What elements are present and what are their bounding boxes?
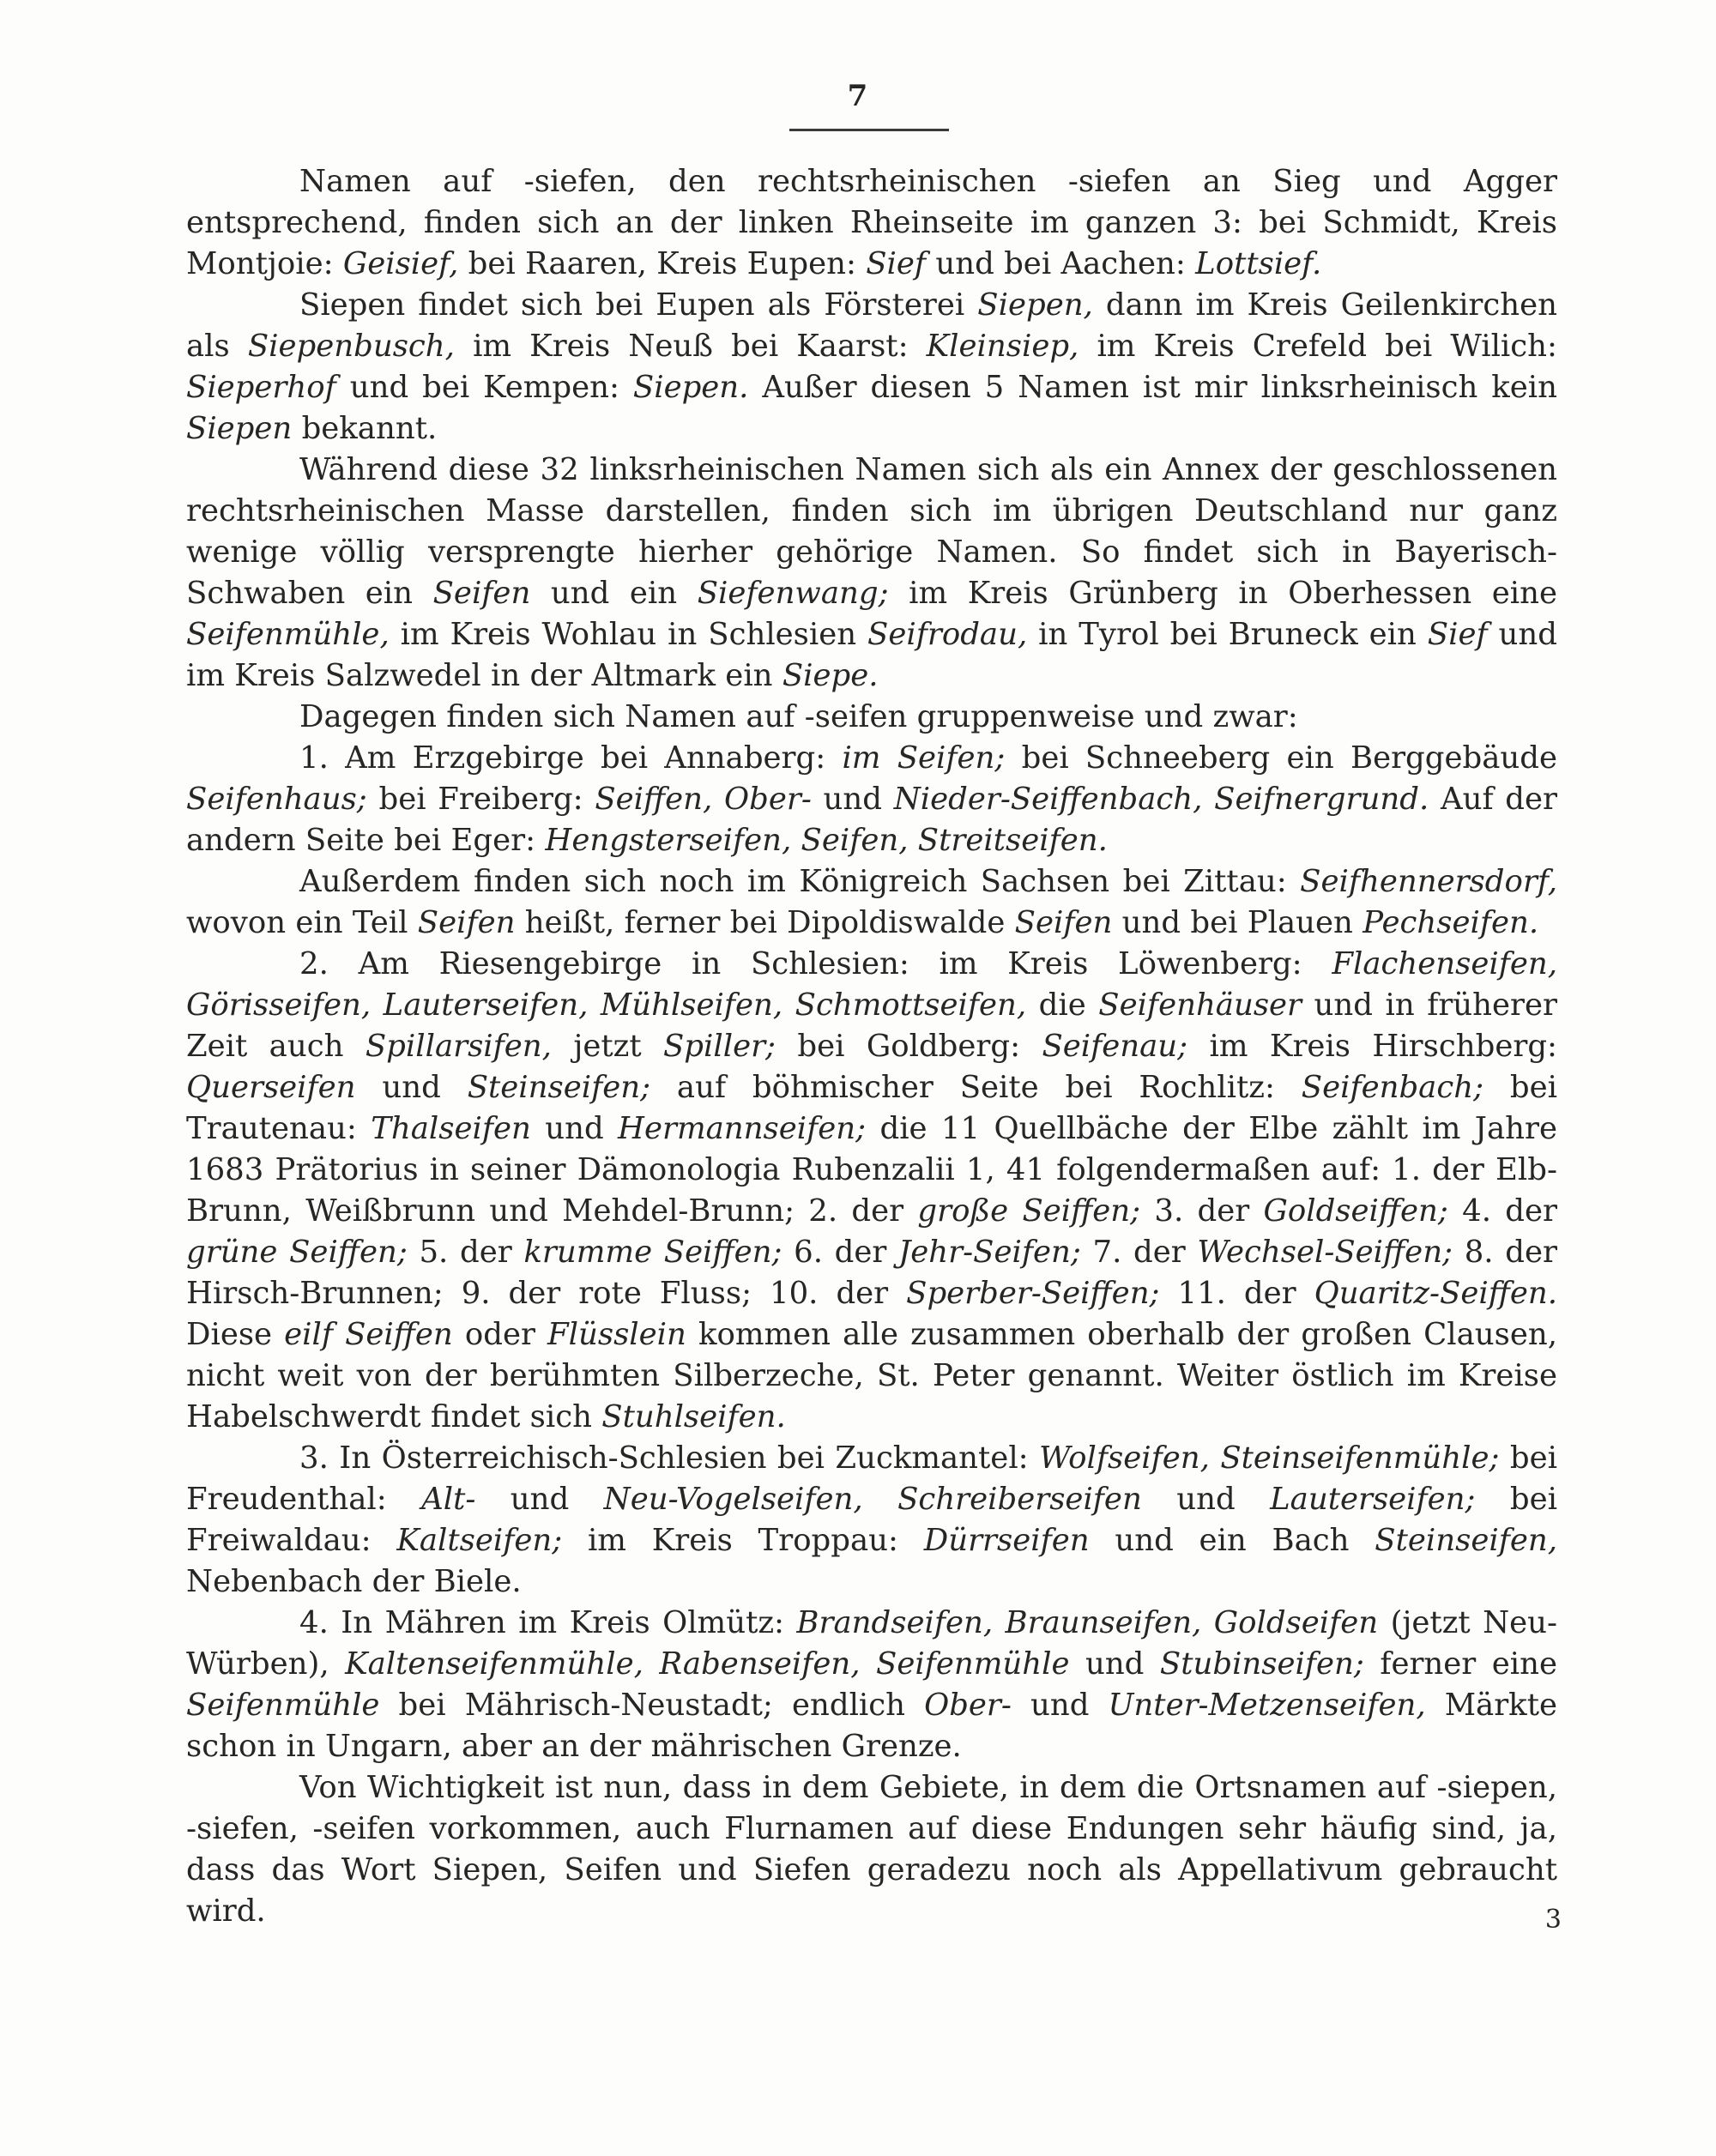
place-name: Kaltenseifenmühle, Rabenseifen, Seifenmühle <box>345 1646 1070 1682</box>
place-name: Spillarsifen, <box>365 1029 552 1064</box>
text-run: und <box>811 782 894 817</box>
text-run: und <box>1069 1646 1160 1682</box>
text-run: Nebenbach der Biele. <box>186 1564 522 1599</box>
text-run: in Tyrol bei Bruneck ein <box>1027 617 1428 652</box>
text-run: und bei Plauen <box>1112 905 1363 940</box>
place-name: Seifenbach; <box>1301 1070 1484 1105</box>
place-name: Siepenbusch, <box>247 329 455 364</box>
place-name: Seifrodau, <box>867 617 1028 652</box>
text-run: und <box>1141 1482 1271 1517</box>
place-name: Seifenhaus; <box>186 782 367 817</box>
text-run: bei Raaren, Kreis Eupen: <box>458 246 867 281</box>
place-name: Hermannseifen; <box>618 1111 867 1146</box>
place-name: Nieder-Seiffenbach, Seifnergrund. <box>893 782 1429 817</box>
text-run: und bei Aachen: <box>926 246 1196 281</box>
text-run: 7. der <box>1080 1235 1198 1270</box>
place-name: Sief <box>866 246 927 281</box>
paragraph <box>186 450 1557 697</box>
place-name: Siepe. <box>782 658 879 693</box>
text-run: bei Freiwaldau: <box>186 1482 1557 1558</box>
place-name: Thalseifen <box>371 1111 531 1146</box>
place-name: Seiffen, Ober- <box>595 782 812 817</box>
place-name: Seifen <box>432 576 531 611</box>
text-run: 8. der Hirsch-Brunnen; 9. der rote Fluss; 10. der <box>186 1235 1557 1311</box>
text-run: die <box>1026 987 1099 1023</box>
text-run: 4. der <box>1447 1193 1557 1229</box>
text-run: Während diese 32 linksrheinischen Namen sich als ein Annex der geschlossenen rechtsrheinischen Masse darstellen, finden sich im übrigen Deutschland nur ganz wenige völlig versprengte hierher gehörige Namen. So findet sich in Bayerisch-Schwaben ein <box>186 452 1557 611</box>
place-name: Spiller; <box>662 1029 776 1064</box>
place-name: Geisief, <box>342 246 459 281</box>
place-name: Seifhennersdorf, <box>1300 864 1557 899</box>
text-run: im Kreis Wohlau in Schlesien <box>389 617 868 652</box>
text-run: und <box>530 1111 619 1146</box>
paragraph <box>186 1767 1557 1932</box>
place-name: Dürrseifen <box>923 1523 1090 1558</box>
place-name: Goldseiffen; <box>1263 1193 1448 1229</box>
text-run: im Kreis Neuß bei Kaarst: <box>454 329 927 364</box>
header-rule <box>789 129 949 131</box>
text-run: und im Kreis Salzwedel in der Altmark ein <box>186 617 1557 693</box>
text-run: Siepen findet sich bei Eupen als Försterei <box>299 287 978 323</box>
body-text <box>186 161 1557 1932</box>
text-run: oder <box>452 1317 548 1352</box>
text-run: heißt, ferner bei Dipoldiswalde <box>515 905 1015 940</box>
place-name: große Seiffen; <box>917 1193 1141 1229</box>
place-name: Steinseifen; <box>467 1070 651 1105</box>
text-run: im Kreis Grünberg in Oberhessen eine <box>888 576 1558 611</box>
text-run: und <box>1011 1688 1109 1723</box>
paragraph <box>186 861 1557 944</box>
paragraph <box>186 697 1557 738</box>
text-run: und <box>475 1482 604 1517</box>
place-name: Quaritz-Seiffen. <box>1314 1276 1558 1311</box>
place-name: Unter-Metzenseifen, <box>1108 1688 1426 1723</box>
place-name: Steinseifen, <box>1375 1523 1557 1558</box>
text-run: 3. In Österreichisch-Schlesien bei Zuckmantel: <box>299 1440 1040 1476</box>
place-name: Neu-Vogelseifen, Schreiberseifen <box>603 1482 1142 1517</box>
place-name: Querseifen <box>186 1070 356 1105</box>
place-name: Lauterseifen; <box>1270 1482 1476 1517</box>
place-name: Seifenhäuser <box>1098 987 1302 1023</box>
text-run: im Kreis Hirschberg: <box>1187 1029 1558 1064</box>
text-run: Außerdem finden sich noch im Königreich Sachsen bei Zittau: <box>299 864 1301 899</box>
paragraph <box>186 738 1557 861</box>
text-run: 2. Am Riesengebirge in Schlesien: im Kreis Löwenberg: <box>299 946 1332 981</box>
place-name: krumme Seiffen; <box>523 1235 782 1270</box>
place-name: Pechseifen. <box>1363 905 1539 940</box>
text-run: bei Goldberg: <box>776 1029 1042 1064</box>
text-run: und bei Kempen: <box>335 370 633 405</box>
place-name: Sieperhof <box>186 370 336 405</box>
place-name: Alt- <box>421 1482 476 1517</box>
text-run: bei Freudenthal: <box>186 1440 1557 1517</box>
place-name: Lottsief. <box>1195 246 1322 281</box>
text-run: bei Freiberg: <box>366 782 595 817</box>
text-run: jetzt <box>551 1029 663 1064</box>
text-run: Auf der andern Seite bei Eger: <box>186 782 1557 858</box>
page-number: 7 <box>847 79 869 113</box>
text-run: und in früherer Zeit auch <box>186 987 1557 1064</box>
place-name: grüne Seiffen; <box>186 1235 408 1270</box>
text-run: Außer diesen 5 Namen ist mir linksrheinisch kein <box>748 370 1557 405</box>
text-run: bekannt. <box>292 411 438 446</box>
place-name: Siepen. <box>632 370 749 405</box>
text-run: (jetzt Neu-Würben), <box>186 1605 1557 1682</box>
place-name: Siefenwang; <box>697 576 889 611</box>
place-name: Sief <box>1427 617 1488 652</box>
text-run: bei Mährisch-Neustadt; endlich <box>379 1688 925 1723</box>
place-name: Hengsterseifen, Seifen, Streitseifen. <box>545 823 1108 858</box>
text-run: die 11 Quellbäche der Elbe zählt im Jahre 1683 Prätorius in seiner Dämonologia Rubenzalii 1, 41 folgendermaßen auf: 1. der Elb-Brunn, Weißbrunn und Mehdel-Brunn; 2. der <box>186 1111 1557 1229</box>
paragraph <box>186 944 1557 1438</box>
signature-mark: 3 <box>1544 1905 1562 1935</box>
place-name: Brandseifen, Braunseifen, Goldseifen <box>796 1605 1379 1640</box>
place-name: Sperber-Seiffen; <box>906 1276 1160 1311</box>
place-name: Jehr-Seifen; <box>898 1235 1081 1270</box>
text-run: dann im Kreis Geilenkirchen als <box>186 287 1558 364</box>
text-run: wovon ein Teil <box>186 905 418 940</box>
place-name: im Seifen; <box>842 740 1006 776</box>
place-name: Kleinsiep, <box>926 329 1079 364</box>
place-name: Kaltseifen; <box>396 1523 563 1558</box>
place-name: Flachenseifen, Görisseifen, Lauterseifen, Mühlseifen, Schmottseifen, <box>186 946 1557 1023</box>
text-run: Von Wichtigkeit ist nun, dass in dem Gebiete, in dem die Ortsnamen auf -siepen, -siefen, -seifen vorkommen, auch Flurnamen auf diese Endungen sehr häufig sind, ja, dass das Wort Siepen, Seifen und Siefen geradezu noch als Appellativum gebraucht wird. <box>186 1770 1557 1929</box>
text-run: 4. In Mähren im Kreis Olmütz: <box>299 1605 797 1640</box>
place-name: Flüsslein <box>547 1317 686 1352</box>
text-run: im Kreis Troppau: <box>562 1523 924 1558</box>
text-run: 3. der <box>1140 1193 1264 1229</box>
text-run: Namen auf -siefen, den rechtsrheinischen -siefen an Sieg und Agger entsprechend, finden sich an der linken Rheinseite im ganzen 3: bei Schmidt, Kreis Montjoie: <box>186 164 1557 281</box>
place-name: Seifenmühle <box>186 1688 380 1723</box>
text-run: auf böhmischer Seite bei Rochlitz: <box>650 1070 1302 1105</box>
paragraph <box>186 1603 1557 1767</box>
place-name: Wolfseifen, Steinseifenmühle; <box>1039 1440 1500 1476</box>
place-name: Seifen <box>417 905 516 940</box>
text-run: 5. der <box>407 1235 524 1270</box>
text-run: Märkte schon in Ungarn, aber an der mährischen Grenze. <box>186 1688 1557 1764</box>
text-run: 6. der <box>782 1235 899 1270</box>
place-name: eilf Seiffen <box>284 1317 453 1352</box>
text-run: und ein <box>530 576 698 611</box>
place-name: Siepen, <box>977 287 1093 323</box>
place-name: Stubinseifen; <box>1159 1646 1364 1682</box>
place-name: Ober- <box>924 1688 1012 1723</box>
text-run: Diese <box>186 1317 285 1352</box>
place-name: Seifenau; <box>1042 1029 1188 1064</box>
place-name: Seifenmühle, <box>186 617 390 652</box>
text-run: kommen alle zusammen oberhalb der großen Clausen, nicht weit von der berühmten Silberzeche, St. Peter genannt. Weiter östlich im Kreise Habelschwerdt findet sich <box>186 1317 1557 1434</box>
place-name: Wechsel-Seiffen; <box>1197 1235 1453 1270</box>
paragraph <box>186 285 1557 450</box>
text-run: und <box>355 1070 468 1105</box>
text-run: und ein Bach <box>1089 1523 1375 1558</box>
text-run: bei Trautenau: <box>186 1070 1557 1146</box>
place-name: Siepen <box>186 411 293 446</box>
text-run: 1. Am Erzgebirge bei Annaberg: <box>299 740 843 776</box>
text-run: Dagegen finden sich Namen auf -seifen gruppenweise und zwar: <box>299 699 1298 734</box>
paragraph <box>186 161 1557 285</box>
text-run: bei Schneeberg ein Berggebäude <box>1005 740 1557 776</box>
paragraph <box>186 1438 1557 1603</box>
place-name: Seifen <box>1014 905 1113 940</box>
text-run: im Kreis Crefeld bei Wilich: <box>1079 329 1557 364</box>
place-name: Stuhlseifen. <box>601 1399 786 1434</box>
text-run: 11. der <box>1159 1276 1314 1311</box>
text-run: ferner eine <box>1363 1646 1557 1682</box>
